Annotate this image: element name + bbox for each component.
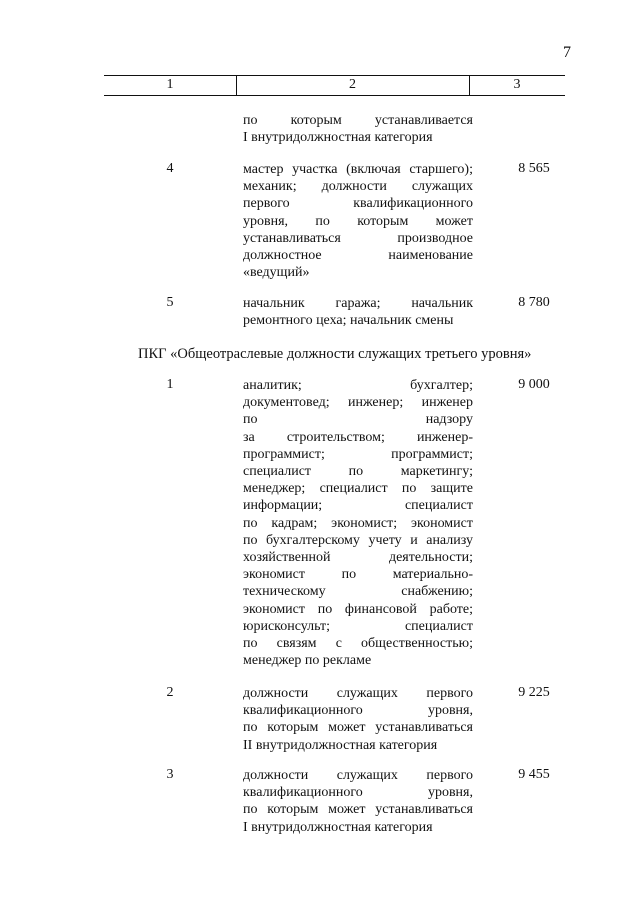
text-line: должности служащих первого <box>243 768 473 783</box>
header-col-3: 3 <box>513 77 521 92</box>
text-line: менеджер по рекламе <box>243 653 372 669</box>
header-bottom-rule <box>104 95 565 96</box>
row-text <box>243 685 473 754</box>
row-salary: 8 780 <box>518 295 550 310</box>
text-line: техническому снабжению; <box>243 584 473 600</box>
text-line: ремонтного цеха; начальник смены <box>243 313 454 329</box>
row-text <box>243 767 473 836</box>
row-text <box>243 377 473 669</box>
text-line: должностное наименование <box>243 248 473 264</box>
text-line: по которым может устанавливаться <box>243 720 473 736</box>
text-line: за строительством; инженер- <box>243 429 473 445</box>
text-line: по которым устанавливается <box>243 113 473 128</box>
text-line: менеджер; специалист по защите <box>243 481 473 497</box>
text-line: I внутридолжностная категория <box>243 130 433 146</box>
text-line: начальник гаража; начальник <box>243 296 473 311</box>
text-line: хозяйственной деятельности; <box>243 550 473 566</box>
row-text <box>243 161 473 281</box>
text-line: II внутридолжностная категория <box>243 737 438 753</box>
row-number: 2 <box>166 685 174 700</box>
text-line: квалификационного уровня, <box>243 703 473 719</box>
row-salary: 9 455 <box>518 767 550 782</box>
text-line: уровня, по которым может <box>243 213 473 229</box>
text-line: должности служащих первого <box>243 686 473 701</box>
row-number: 4 <box>166 161 174 176</box>
row-number: 5 <box>166 295 174 310</box>
row-number: 3 <box>166 767 174 782</box>
header-col-2: 2 <box>349 77 356 92</box>
text-line: юрисконсульт; специалист <box>243 618 473 634</box>
text-line: по кадрам; экономист; экономист <box>243 515 473 531</box>
text-line: по надзору <box>243 412 473 428</box>
text-line: программист; программист; <box>243 446 473 462</box>
header-col-1: 1 <box>166 77 174 92</box>
text-line: по связям с общественностью; <box>243 636 473 652</box>
text-line: по бухгалтерскому учету и анализу <box>243 532 473 548</box>
text-line: мастер участка (включая старшего); <box>243 162 473 177</box>
text-line: устанавливаться производное <box>243 230 473 246</box>
text-line: специалист по маркетингу; <box>243 464 473 480</box>
text-line: I внутридолжностная категория <box>243 819 433 835</box>
row-salary: 9 000 <box>518 377 550 392</box>
section-title: ПКГ «Общеотраслевые должности служащих третьего уровня» <box>138 346 532 362</box>
text-line: экономист по материально- <box>243 567 473 583</box>
row-text <box>243 295 473 329</box>
text-line: механик; должности служащих <box>243 179 473 195</box>
row-text <box>243 112 473 146</box>
text-line: экономист по финансовой работе; <box>243 601 473 617</box>
text-line: по которым может устанавливаться <box>243 802 473 818</box>
row-number: 1 <box>166 377 174 392</box>
text-line: первого квалификационного <box>243 196 473 212</box>
text-line: аналитик; бухгалтер; <box>243 378 473 393</box>
page-number: 7 <box>563 44 571 61</box>
text-line: информации; специалист <box>243 498 473 514</box>
row-salary: 9 225 <box>518 685 550 700</box>
text-line: «ведущий» <box>243 265 310 281</box>
text-line: документовед; инженер; инженер <box>243 395 473 411</box>
row-salary: 8 565 <box>518 161 550 176</box>
text-line: квалификационного уровня, <box>243 785 473 801</box>
